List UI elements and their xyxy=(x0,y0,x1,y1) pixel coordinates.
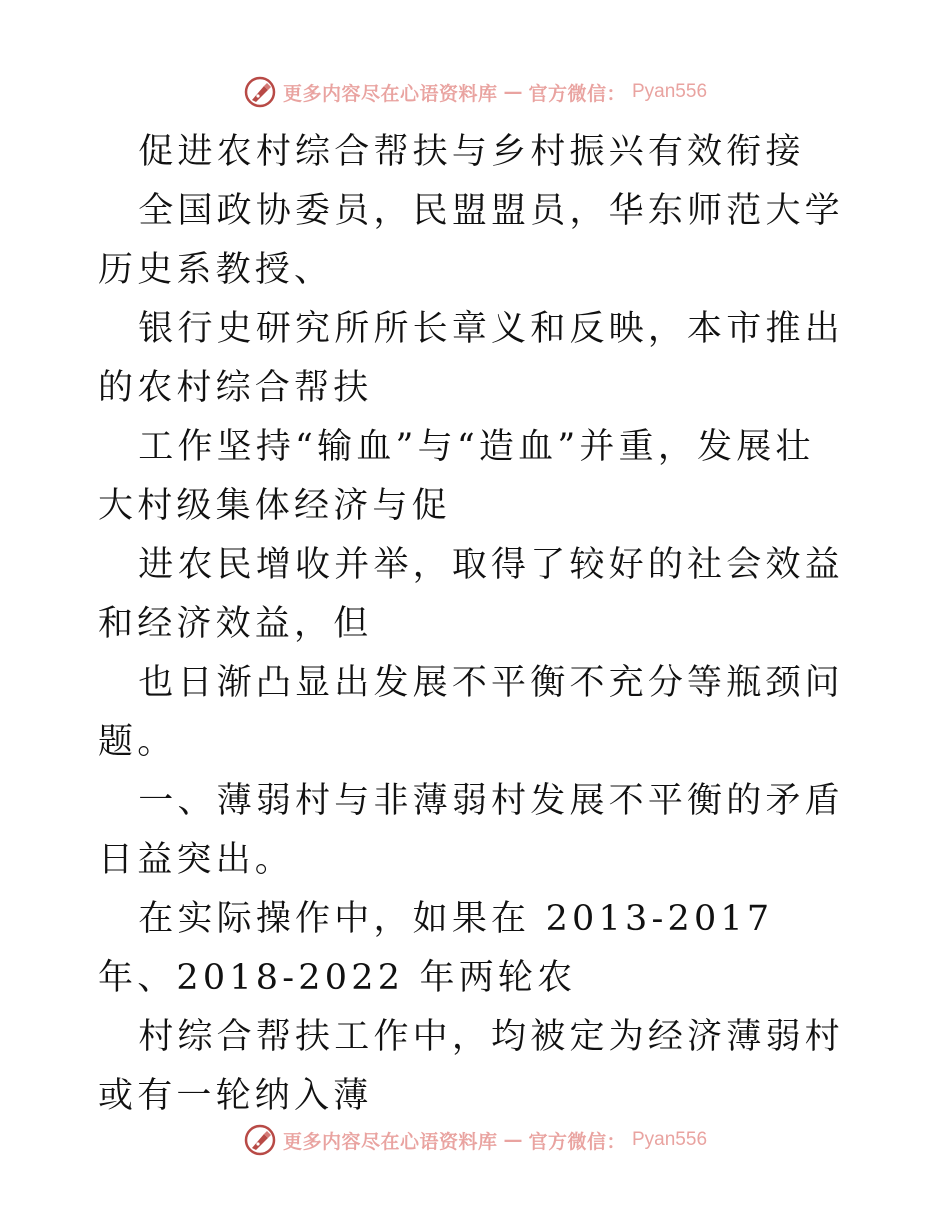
header-watermark xyxy=(0,72,950,112)
paragraph: 也日渐凸显出发展不平衡不充分等瓶颈问题。 xyxy=(98,663,844,762)
watermark-separator: — xyxy=(503,81,523,103)
watermark-separator: — xyxy=(503,1129,523,1151)
watermark-text: 更多内容尽在心语资料库 xyxy=(282,1130,498,1153)
watermark-wechat-id: Pyan556 xyxy=(632,81,708,102)
paragraph: 进农民增收并举，取得了较好的社会效益和经济效益，但 xyxy=(98,545,844,644)
watermark-text: 更多内容尽在心语资料库 xyxy=(282,82,498,105)
watermark-label: 官方微信： xyxy=(528,1130,626,1153)
paragraph: 全国政协委员，民盟盟员，华东师范大学历史系教授、 xyxy=(98,191,844,290)
watermark-label: 官方微信： xyxy=(528,82,626,105)
pen-nib-circle-icon xyxy=(243,75,277,109)
footer-watermark xyxy=(0,1120,950,1160)
document-title: 促进农村综合帮扶与乡村振兴有效衔接 xyxy=(138,132,805,172)
section-heading: 一、薄弱村与非薄弱村发展不平衡的矛盾日益突出。 xyxy=(98,781,844,880)
paragraph: 银行史研究所所长章义和反映，本市推出的农村综合帮扶 xyxy=(98,309,844,408)
pen-nib-circle-icon xyxy=(243,1123,277,1157)
paragraph: 在实际操作中，如果在 2013-2017 年、2018-2022 年两轮农 xyxy=(98,899,774,998)
watermark-wechat-id: Pyan556 xyxy=(632,1129,708,1150)
paragraph: 工作坚持“输血”与“造血”并重，发展壮大村级集体经济与促 xyxy=(98,427,815,526)
document-body xyxy=(98,123,850,1126)
paragraph: 村综合帮扶工作中，均被定为经济薄弱村或有一轮纳入薄 xyxy=(98,1017,844,1116)
